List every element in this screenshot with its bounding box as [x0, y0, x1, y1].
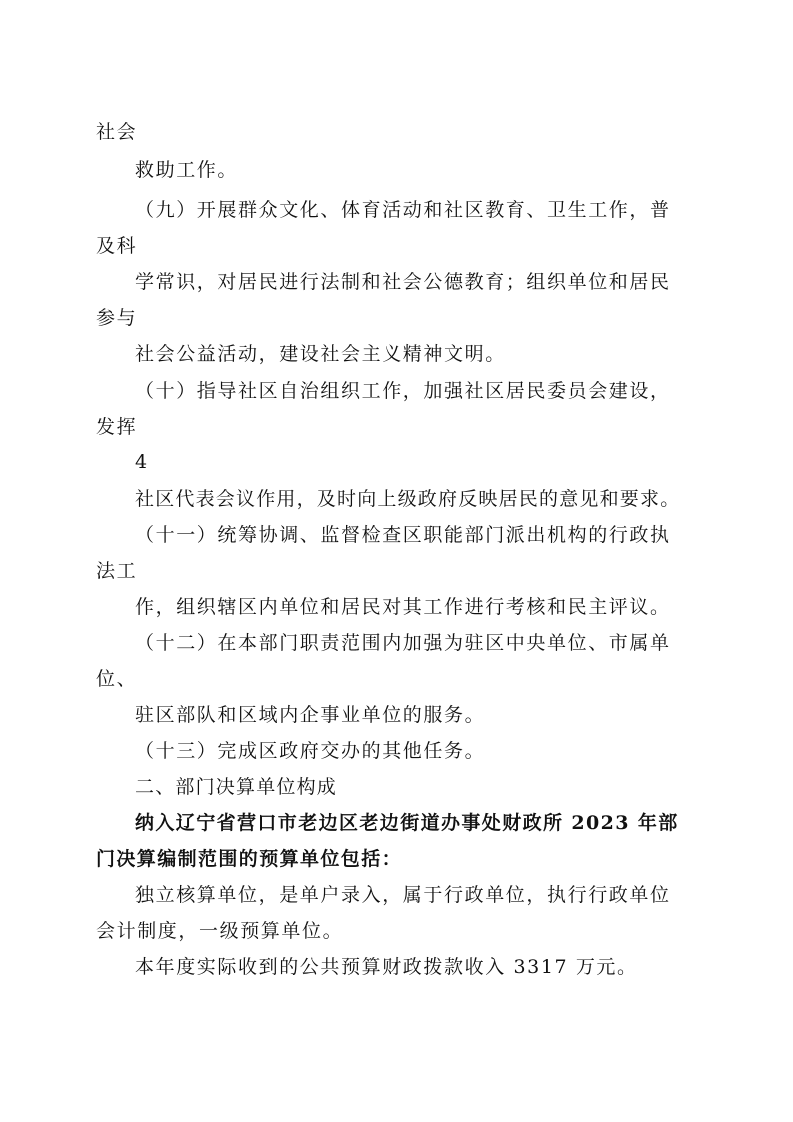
text-line: 驻区部队和区域内企事业单位的服务。 — [135, 704, 486, 726]
text-line: 本年度实际收到的公共预算财政拨款收入 3317 万元。 — [135, 956, 638, 978]
text-line: 社会 — [96, 121, 138, 143]
text-line: 社区代表会议作用，及时向上级政府反映居民的意见和要求。 — [135, 488, 681, 510]
text-line: 作，组织辖区内单位和居民对其工作进行考核和民主评议。 — [135, 596, 671, 618]
text-line: 及科 — [96, 235, 138, 257]
text-line: （十）指导社区自治组织工作，加强社区居民委员会建设， — [135, 380, 671, 402]
text-line: 位、 — [96, 668, 138, 690]
text-line: 发挥 — [96, 416, 138, 438]
text-line: 参与 — [96, 307, 138, 329]
text-line: （十三）完成区政府交办的其他任务。 — [135, 740, 486, 762]
section-heading: 二、部门决算单位构成 — [135, 776, 338, 798]
text-line: 法工 — [96, 560, 138, 582]
bold-text-line: 纳入辽宁省营口市老边区老边街道办事处财政所 2023 年部 — [135, 812, 679, 834]
text-line: 独立核算单位，是单户录入，属于行政单位，执行行政单位 — [135, 884, 671, 906]
text-line: （十二）在本部门职责范围内加强为驻区中央单位、市属单 — [135, 632, 671, 654]
page-number: 4 — [135, 451, 149, 473]
text-line: 会计制度，一级预算单位。 — [96, 920, 344, 942]
text-line: 社会公益活动，建设社会主义精神文明。 — [135, 343, 506, 365]
text-line: （十一）统筹协调、监督检查区职能部门派出机构的行政执 — [135, 524, 671, 546]
text-line: 救助工作。 — [135, 159, 239, 181]
bold-text-line: 门决算编制范围的预算单位包括： — [96, 848, 403, 870]
text-line: 学常识，对居民进行法制和社会公德教育；组织单位和居民 — [135, 271, 671, 293]
text-line: （九）开展群众文化、体育活动和社区教育、卫生工作，普 — [135, 199, 671, 221]
